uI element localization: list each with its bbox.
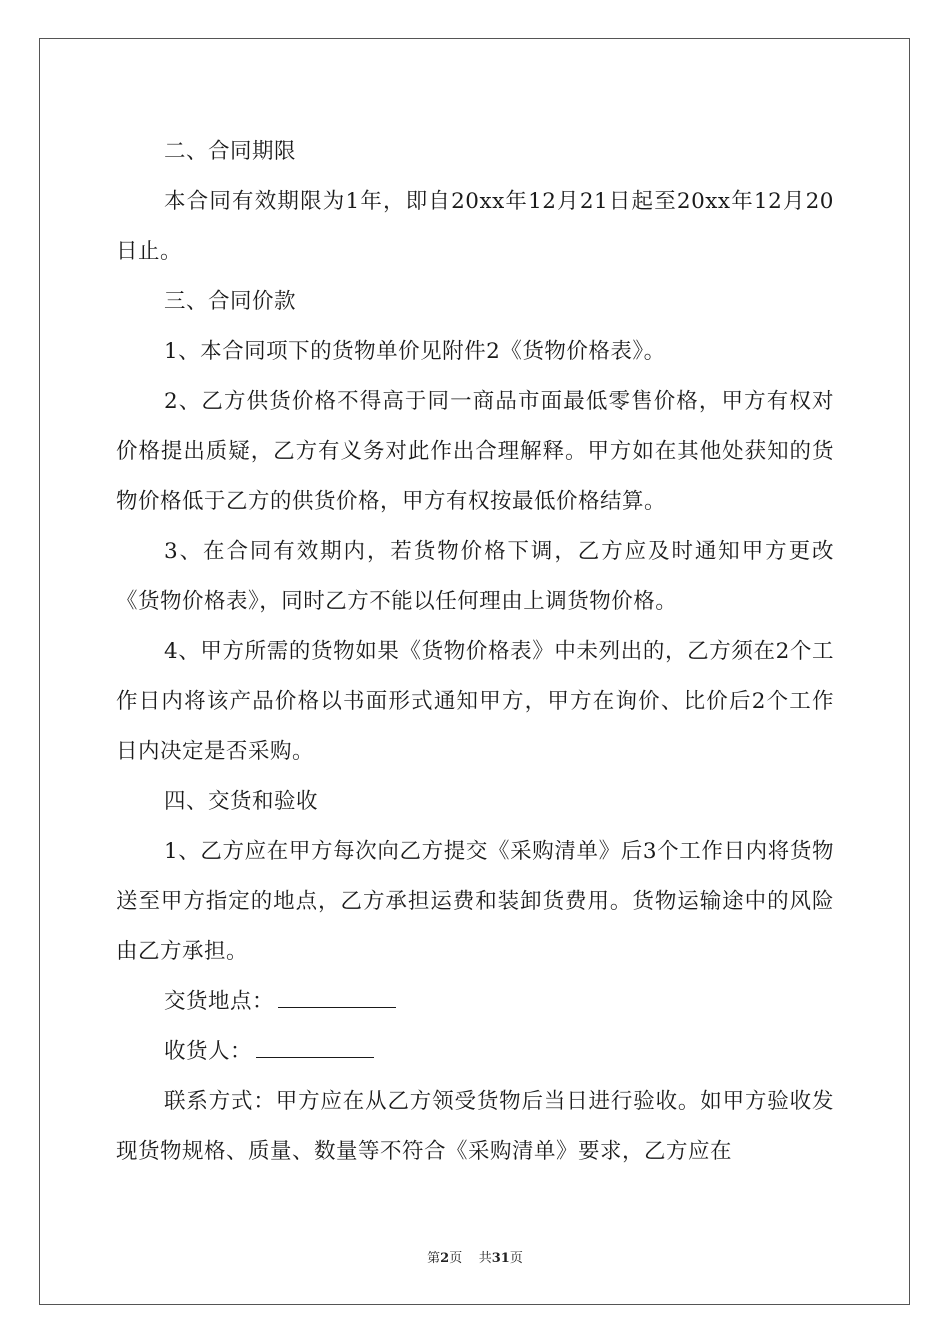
paragraph: 4、甲方所需的货物如果《货物价格表》中未列出的，乙方须在2个工作日内将该产品价格以书面形式通知甲方，甲方在询价、比价后2个工作日内决定是否采购。: [116, 639, 834, 764]
receiver-blank: [256, 1039, 374, 1058]
document-body: [116, 127, 834, 1177]
paragraph: 联系方式：甲方应在从乙方领受货物后当日进行验收。如甲方验收发现货物规格、质量、数量等不符合《采购清单》要求，乙方应在: [116, 1089, 834, 1164]
section-heading: 二、合同期限: [164, 139, 297, 164]
page-suffix: 页: [449, 1251, 463, 1266]
receiver-label: 收货人：: [164, 1039, 253, 1064]
delivery-place-blank: [278, 989, 396, 1008]
page-footer: [0, 1247, 950, 1266]
paragraph: 本合同有效期限为1年，即自20xx年12月21日起至20xx年12月20日止。: [116, 189, 834, 264]
total-prefix: 共: [478, 1251, 492, 1266]
receiver-line: [116, 1027, 834, 1077]
delivery-place-label: 交货地点：: [164, 989, 275, 1014]
section-heading: 四、交货和验收: [164, 789, 319, 814]
paragraph: 1、乙方应在甲方每次向乙方提交《采购清单》后3个工作日内将货物送至甲方指定的地点，乙方承担运费和装卸货费用。货物运输途中的风险由乙方承担。: [116, 839, 834, 964]
paragraph: 3、在合同有效期内，若货物价格下调，乙方应及时通知甲方更改《货物价格表》，同时乙方不能以任何理由上调货物价格。: [116, 539, 834, 614]
delivery-place-line: [116, 977, 834, 1027]
page-prefix: 第: [427, 1251, 441, 1266]
total-pages: 31: [491, 1251, 510, 1266]
paragraph: 1、本合同项下的货物单价见附件2《货物价格表》。: [164, 339, 666, 364]
section-heading: 三、合同价款: [164, 289, 297, 314]
total-suffix: 页: [509, 1251, 523, 1266]
page-number: 2: [440, 1251, 450, 1266]
paragraph: 2、乙方供货价格不得高于同一商品市面最低零售价格，甲方有权对价格提出质疑，乙方有义务对此作出合理解释。甲方如在其他处获知的货物价格低于乙方的供货价格，甲方有权按最低价格结算。: [116, 389, 834, 514]
